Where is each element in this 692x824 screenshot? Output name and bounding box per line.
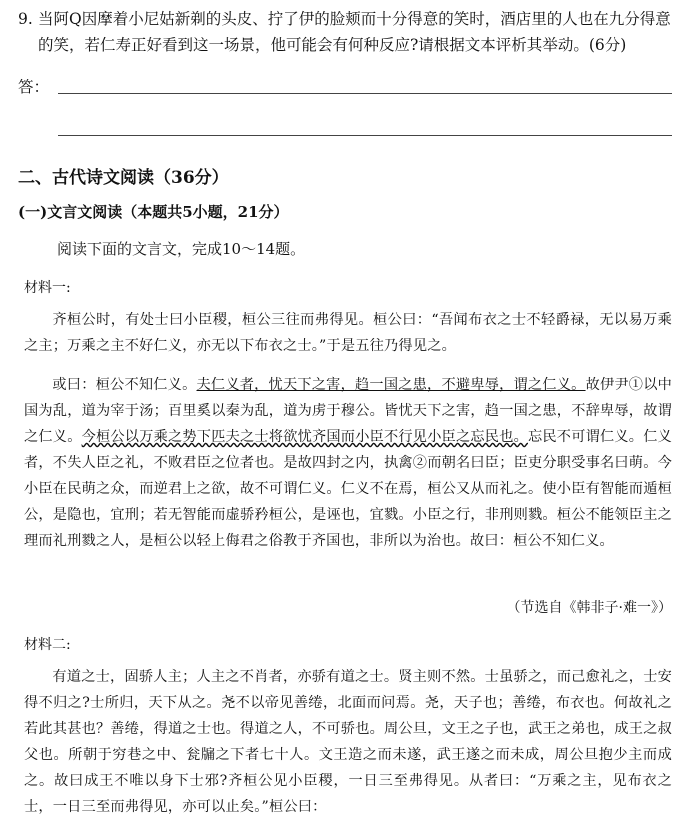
answer-line-1[interactable] [58, 93, 672, 94]
instruction: 阅读下面的文言文，完成10～14题。 [57, 240, 306, 258]
paragraph-text: 齐桓公时，有处士曰小臣稷，桓公三往而弗得见。桓公曰：“吾闻布衣之士不轻爵禄，无以易万乘之主；万乘之主不好仁义，亦无以下布衣之士。”于是五往乃得见之。 [24, 312, 672, 354]
underlined-sentence: 夫仁义者，忧天下之害，趋一国之患，不避卑辱，谓之仁义。 [196, 377, 586, 393]
question-9 [18, 6, 678, 58]
text-span: 故伊尹①以中国为乱，道为宰于汤；百里奚以秦为乱，道为虏于穆公。皆忧天下之害，趋一国之患，不辞卑辱，故谓之仁义。 [24, 377, 672, 445]
material-1-paragraph-1 [24, 307, 672, 359]
material-2-paragraph-1 [24, 664, 672, 820]
text-span: 忘民不可谓仁义。仁义者，不失人臣之礼，不败君臣之位者也。是故四封之内，执禽②而朝名曰臣；臣吏分职受事名曰萌。今小臣在民萌之众，而逆君上之欲，故不可谓仁义。仁义不在焉，桓公又从而礼之。使小臣有智能而遁桓公，是隐也，宜刑；若无智能而虚骄矜桓公，是诬也，宜戮。小臣之行，非刑则戮。桓公不能领臣主之理而礼刑戮之人，是桓公以轻上侮君之俗教于齐国也，非所以为治也。故曰：桓公不知仁义。 [24, 429, 672, 549]
material-2-label: 材料二: [24, 637, 71, 653]
question-text: 当阿Q因摩着小尼姑新剃的头皮、拧了伊的脸颊而十分得意的笑时，酒店里的人也在九分得意的笑，若仁寿正好看到这一场景，他可能会有何种反应?请根据文本评析其举动。(6分) [38, 10, 671, 54]
material-1-paragraph-2 [24, 372, 672, 554]
answer-line-2[interactable] [58, 135, 672, 136]
material-1-label: 材料一: [24, 280, 71, 296]
wavy-underlined-sentence: 今桓公以万乘之势下匹夫之士将欲忧齐国而小臣不行见小臣之忘民也。 [81, 429, 528, 445]
section-title: 二、古代诗文阅读（36分） [18, 168, 229, 188]
source-citation: （节选自《韩非子·难一》） [506, 600, 672, 616]
subsection-title: (一)文言文阅读（本题共5小题，21分） [18, 203, 289, 221]
question-number: 9. [18, 10, 33, 28]
paragraph-text: 有道之士，固骄人主；人主之不肖者，亦骄有道之士。贤主则不然。士虽骄之，而己愈礼之，士安得不归之?士所归，天下从之。尧不以帝见善绻，北面而问焉。尧，天子也；善绻，布衣也。何故礼之若此其甚也？善绻，得道之士也。得道之人，不可骄也。周公旦，文王之子也，武王之弟也，成王之叔父也。所朝于穷巷之中、瓮牖之下者七十人。文王造之而未遂，武王遂之而未成，周公旦抱少主而成之。故曰成王不唯以身下士邪?齐桓公见小臣稷，一日三至弗得见。从者曰：“万乘之主，见布衣之士，一日三至而弗得见，亦可以止矣。”桓公曰： [24, 669, 672, 815]
answer-label: 答： [18, 78, 50, 96]
text-span: 或曰：桓公不知仁义。 [52, 377, 197, 393]
